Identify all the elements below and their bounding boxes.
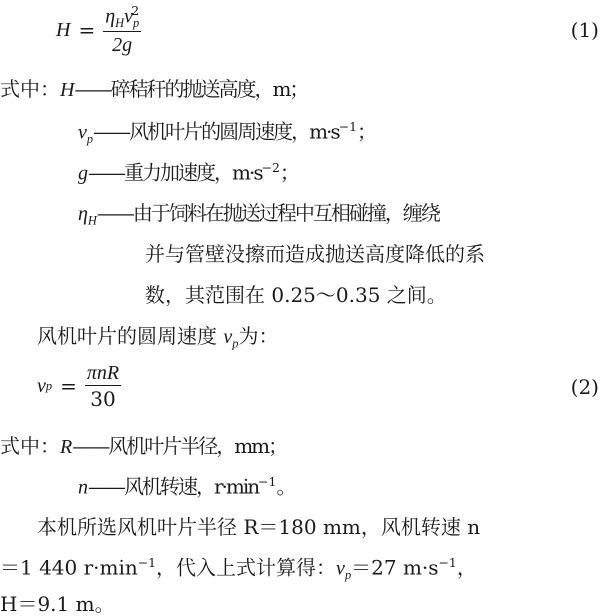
result-sup-2: −1 (438, 555, 457, 570)
where2-prefix: 式中： (0, 434, 60, 458)
where1-line-g (78, 162, 300, 183)
speed-intro-text: 风机叶片的圆周速度 (37, 324, 224, 348)
result-c: ＝27 m·s (351, 555, 439, 580)
result-line-1: 本机所选风机叶片半径 R＝180 mm，风机转速 n (37, 515, 481, 539)
eq1-v-sub: p (132, 15, 140, 30)
where1-desc-g: ——重力加速度，m·s (88, 160, 262, 185)
eq1-numerator (103, 2, 141, 32)
eq2-numerator: πnR (86, 362, 120, 384)
result-sub-p: p (344, 567, 352, 582)
eq1-eta-sub: H (115, 15, 125, 30)
where2-tail-n: 。 (276, 474, 297, 499)
where1-sym-eta: η (78, 203, 88, 225)
equation-2-number: (2) (570, 375, 599, 399)
where2-sym-n: n (78, 476, 88, 499)
where1-sub-p: p (86, 131, 94, 146)
eq1-v: v (124, 5, 133, 28)
where2-line-R (0, 436, 286, 457)
where2-line-n (78, 476, 296, 497)
eq1-fraction (103, 2, 141, 57)
where1-line-vp (78, 121, 377, 145)
where2-desc-n: ——风机转速，r·min (88, 474, 259, 499)
eq2-lhs-sub: p (45, 378, 53, 393)
where2-sup-n: −1 (258, 474, 277, 489)
eq1-equals: = (78, 18, 96, 42)
where1-cont-2: 数，其范围在 0.25～0.35 之间。 (145, 283, 447, 307)
equation-2 (37, 358, 121, 414)
result-b: ，代入上式计算得： (156, 555, 337, 580)
where1-desc-H: ——碎秸秆的抛送高度，m； (74, 77, 308, 101)
eq1-lhs: H (56, 19, 71, 41)
where1-line-eta (78, 203, 439, 227)
eq1-v-sup: 2 (131, 2, 140, 18)
where1-sym-H: H (60, 79, 75, 101)
where1-prefix: 式中： (0, 77, 60, 101)
result-sup-1: −1 (137, 555, 157, 570)
where1-desc-vp: ——风机叶片的圆周速度，m·s (93, 119, 339, 144)
speed-intro-tail: 为： (238, 324, 279, 348)
where2-desc-R: ——风机叶片半径，mm； (72, 434, 287, 458)
eq2-equals: = (60, 374, 77, 398)
where1-sup-g: −2 (261, 160, 280, 175)
speed-intro (37, 326, 278, 350)
where1-sup-vp: −1 (338, 119, 357, 134)
eq1-eta: η (105, 5, 116, 28)
where1-sym-v: v (78, 121, 87, 144)
result-d: ， (456, 555, 477, 580)
where2-sym-R: R (60, 436, 73, 458)
eq2-lhs: v (37, 375, 46, 397)
result-line-2 (0, 557, 477, 581)
where1-sub-H: H (87, 213, 97, 228)
where1-line-H (0, 79, 307, 100)
result-sym-v: v (336, 557, 345, 580)
result-line-3: H＝9.1 m。 (0, 592, 115, 616)
result-a: ＝1 440 r·min (0, 555, 138, 580)
equation-1 (56, 2, 141, 58)
equation-1-number: (1) (570, 18, 599, 42)
eq2-fraction (85, 363, 121, 409)
where1-tail-vp: ； (356, 119, 377, 144)
where1-tail-g: ； (279, 160, 300, 185)
speed-intro-sub: p (232, 336, 239, 351)
where1-desc-eta: ——由于饲料在抛送过程中互相碰撞，缠绕 (96, 201, 439, 225)
where1-cont-1: 并与管壁没擦而造成抛送高度降低的系 (145, 242, 485, 266)
eq2-denominator: 30 (90, 387, 116, 411)
eq1-denominator: 2g (112, 34, 133, 57)
where1-sym-g: g (78, 162, 88, 185)
speed-intro-sym: v (223, 326, 233, 348)
